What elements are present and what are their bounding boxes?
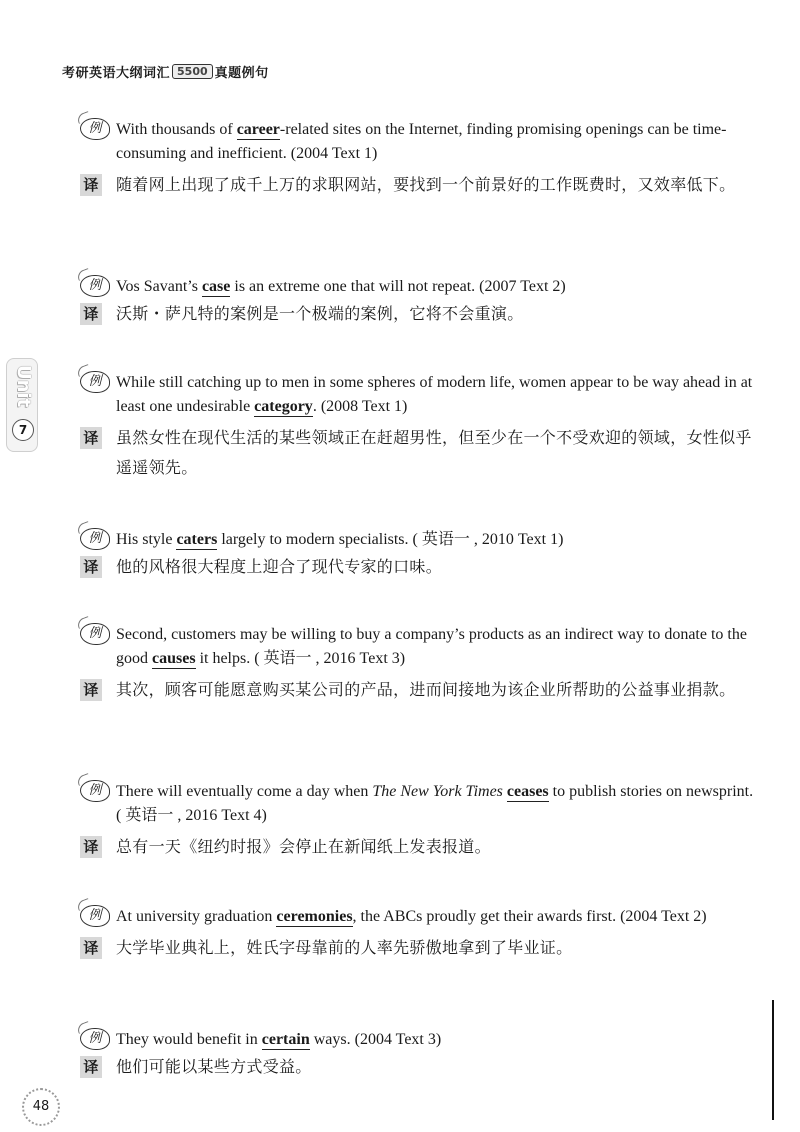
translation-icon: 译 [80, 174, 102, 196]
example-icon: 例 [80, 528, 110, 550]
sentence-text: -related sites on the Internet, finding promising openings can be time-consuming and inefficient. (2004 Text 1) [116, 121, 727, 162]
sentence-text: Second, customers may be willing to buy a company’s products as an indirect way to donate to the good [116, 626, 747, 667]
example-sentence [80, 905, 760, 929]
italic-title: The New York Times [372, 783, 503, 800]
sentence-text: With thousands of [116, 121, 237, 138]
keyword: category [254, 398, 313, 415]
sentence-text: , the ABCs proudly get their awards first. (2004 Text 2) [352, 908, 707, 925]
translation-text: 其次，顾客可能愿意购买某公司的产品，进而间接地为该企业所帮助的公益事业捐款。 [116, 680, 736, 699]
translation-text: 他们可能以某些方式受益。 [116, 1057, 312, 1076]
example-sentence [80, 275, 760, 299]
keyword: causes [152, 650, 196, 667]
translation-sentence [80, 933, 760, 963]
unit-number: 7 [12, 419, 34, 441]
example-icon: 例 [80, 905, 110, 927]
sentence-text: ways. (2004 Text 3) [309, 1031, 442, 1048]
sentence-text: . (2008 Text 1) [312, 398, 408, 415]
sentence-text: At university graduation [116, 908, 277, 925]
translation-icon: 译 [80, 556, 102, 578]
translation-sentence [80, 832, 760, 862]
translation-icon: 译 [80, 836, 102, 858]
example-entry [80, 623, 760, 705]
sentence-text: While still catching up to men in some spheres of modern life, women appear to be way ahead in at least one undesirable [116, 374, 753, 415]
translation-text: 沃斯・萨凡特的案例是一个极端的案例，它将不会重演。 [116, 304, 524, 323]
example-entry [80, 275, 760, 329]
keyword: case [201, 278, 231, 295]
sentence-text: is an extreme one that will not repeat. (2007 Text 2) [230, 278, 566, 295]
header-title-suffix: 真题例句 [214, 66, 269, 81]
example-sentence [80, 1028, 760, 1052]
example-sentence [80, 780, 760, 828]
keyword: certain [261, 1031, 310, 1048]
example-entry [80, 371, 760, 483]
translation-sentence [80, 1052, 760, 1082]
page-number: 48 [22, 1088, 60, 1126]
example-sentence [80, 623, 760, 671]
translation-sentence [80, 675, 760, 705]
example-icon: 例 [80, 275, 110, 297]
example-sentence [80, 528, 760, 552]
translation-icon: 译 [80, 1056, 102, 1078]
right-margin-rule [772, 1000, 774, 1120]
example-sentence [80, 371, 760, 419]
keyword: ceases [506, 783, 549, 800]
example-icon: 例 [80, 371, 110, 393]
example-entry [80, 780, 760, 862]
example-entry [80, 118, 760, 200]
example-entry [80, 1028, 760, 1082]
sentence-text: Vos Savant’s [116, 278, 202, 295]
translation-sentence [80, 423, 760, 483]
translation-sentence [80, 170, 760, 200]
unit-label: Unit [13, 365, 34, 408]
translation-sentence [80, 299, 760, 329]
sentence-text: They would benefit in [116, 1031, 262, 1048]
translation-icon: 译 [80, 937, 102, 959]
translation-text: 随着网上出现了成千上万的求职网站，要找到一个前景好的工作既费时，又效率低下。 [116, 175, 736, 194]
keyword: caters [176, 531, 218, 548]
example-icon: 例 [80, 623, 110, 645]
translation-text: 虽然女性在现代生活的某些领域正在赶超男性，但至少在一个不受欢迎的领域，女性似乎遥遥领先。 [116, 428, 752, 477]
header-badge: 5500 [172, 64, 213, 79]
translation-icon: 译 [80, 679, 102, 701]
unit-side-tab [6, 358, 38, 452]
example-entry [80, 905, 760, 963]
example-icon: 例 [80, 1028, 110, 1050]
translation-text: 大学毕业典礼上，姓氏字母靠前的人率先骄傲地拿到了毕业证。 [116, 938, 573, 957]
keyword: career [236, 121, 280, 138]
translation-text: 总有一天《纽约时报》会停止在新闻纸上发表报道。 [116, 837, 491, 856]
sentence-text: His style [116, 531, 177, 548]
translation-icon: 译 [80, 427, 102, 449]
example-sentence [80, 118, 760, 166]
translation-sentence [80, 552, 760, 582]
translation-text: 他的风格很大程度上迎合了现代专家的口味。 [116, 557, 443, 576]
example-icon: 例 [80, 118, 110, 140]
running-header [62, 62, 269, 81]
sentence-text: it helps. ( 英语一 , 2016 Text 3) [195, 650, 406, 667]
keyword: ceremonies [276, 908, 353, 925]
sentence-text: There will eventually come a day when [116, 783, 373, 800]
sentence-text: largely to modern specialists. ( 英语一 , 2010 Text 1) [217, 531, 564, 548]
sentence-text: to publish stories on newsprint. ( 英语一 , 2016 Text 4) [116, 783, 754, 824]
example-icon: 例 [80, 780, 110, 802]
example-entry [80, 528, 760, 582]
translation-icon: 译 [80, 303, 102, 325]
header-title-prefix: 考研英语大纲词汇 [62, 66, 171, 81]
